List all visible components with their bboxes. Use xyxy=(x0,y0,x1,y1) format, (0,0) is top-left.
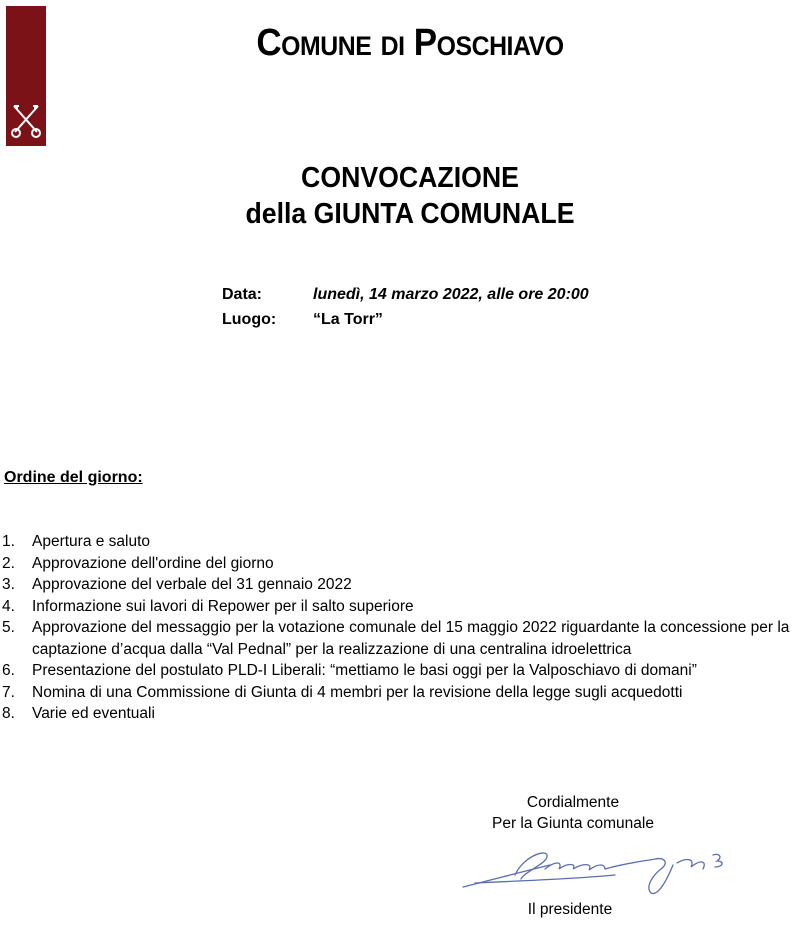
agenda-item-number: 6. xyxy=(2,662,15,679)
crossed-keys-icon xyxy=(9,102,43,140)
agenda-item-text: Nomina di una Commissione di Giunta di 4 membri per la revisione della legge sugli acquedotti xyxy=(32,683,683,701)
agenda-item xyxy=(0,596,800,618)
municipality-name-text: Comune di Poschiavo xyxy=(256,22,564,64)
agenda-item-number: 7. xyxy=(2,683,15,701)
agenda-item-text: Presentazione del postulato PLD-I Liberali: “mettiamo le basi oggi per la Valposchiavo di domani” xyxy=(32,662,697,679)
document-title: CONVOCAZIONE xyxy=(301,162,519,194)
agenda-item xyxy=(0,531,800,553)
agenda-item-text: Informazione sui lavori di Repower per il salto superiore xyxy=(32,597,414,615)
date-label: Data: xyxy=(222,286,263,303)
handwritten-signature xyxy=(455,835,745,905)
agenda-item xyxy=(0,660,800,682)
date-value: lunedì, 14 marzo 2022, alle ore 20:00 xyxy=(313,286,589,303)
document-subtitle: della GIUNTA COMUNALE xyxy=(245,198,575,230)
agenda-item xyxy=(0,553,800,575)
agenda-item-number: 2. xyxy=(2,554,15,572)
agenda-item-number: 1. xyxy=(2,533,15,550)
agenda-item-number: 8. xyxy=(2,705,15,722)
agenda-item-number: 5. xyxy=(2,619,15,636)
agenda-item xyxy=(0,682,800,704)
closing-on-behalf: Per la Giunta comunale xyxy=(492,815,654,832)
agenda-list xyxy=(0,531,800,725)
place-value: “La Torr” xyxy=(313,311,383,328)
municipality-name xyxy=(33,22,787,65)
closing-greeting: Cordialmente xyxy=(526,794,620,811)
agenda-item-text: Approvazione dell'ordine del giorno xyxy=(32,554,274,572)
signatory-role: Il presidente xyxy=(527,901,613,918)
agenda-item-number: 4. xyxy=(2,597,15,615)
agenda-item xyxy=(0,617,800,660)
place-label: Luogo: xyxy=(222,311,277,328)
agenda-item-text: Apertura e saluto xyxy=(32,533,151,550)
agenda-item-text: Approvazione del messaggio per la votazione comunale del 15 maggio 2022 riguardante la concessione per la captazione d’acqua dalla “Val Pednal” per la realizzazione di una centralina idroelettrica xyxy=(32,619,790,658)
agenda-item-number: 3. xyxy=(2,576,15,593)
agenda-item xyxy=(0,574,800,596)
agenda-item-text: Varie ed eventuali xyxy=(32,705,155,722)
agenda-heading: Ordine del giorno: xyxy=(4,469,143,486)
agenda-item xyxy=(0,703,800,725)
agenda-item-text: Approvazione del verbale del 31 gennaio 2022 xyxy=(32,576,352,593)
